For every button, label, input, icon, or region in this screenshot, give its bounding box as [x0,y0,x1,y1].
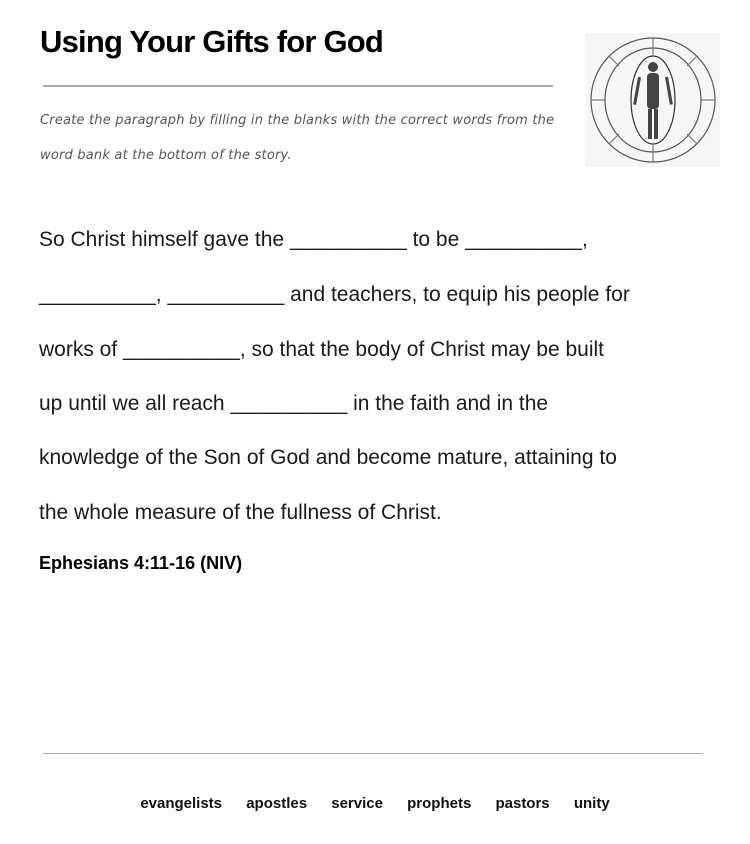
divider [43,85,553,87]
word-bank-item: pastors [495,795,550,812]
passage-text: up until we all reach [39,392,231,415]
word-bank-item: apostles [246,795,308,812]
passage-line-5: knowledge of the Son of God and become mature, attaining to [39,446,617,469]
passage-line-2 [39,283,630,307]
passage-text: to be [406,228,466,251]
christ-illustration-image [586,33,720,167]
divider [43,753,703,754]
blank-4[interactable]: __________ [167,283,285,306]
blank-2[interactable]: __________ [465,228,582,251]
word-bank-item: prophets [407,795,472,812]
blank-5[interactable]: __________ [123,338,240,361]
blank-6[interactable]: __________ [230,392,348,415]
page-title: Using Your Gifts for God [40,24,384,59]
passage-text: , so that the body of Christ may be built [239,338,605,361]
passage-line-4 [39,392,548,416]
passage-line-1 [39,228,588,252]
passage-text: and teachers, to equip his people for [284,283,630,306]
passage-text: , [581,228,588,251]
word-bank-item: evangelists [140,795,223,812]
instructions: Create the paragraph by filling in the blanks with the correct words from the word bank at the bottom of the story. [40,113,555,163]
passage-text: , [155,283,168,306]
blank-1[interactable]: __________ [289,228,407,251]
scripture-reference: Ephesians 4:11-16 (NIV) [39,553,243,573]
blank-3[interactable]: __________ [39,283,156,306]
passage-line-6: the whole measure of the fullness of Christ. [39,501,442,524]
passage-text: works of [39,338,124,361]
passage-text: in the faith and in the [347,392,549,415]
passage-text: So Christ himself gave the [39,228,290,251]
word-bank [0,795,750,812]
word-bank-item: unity [573,795,610,812]
passage-line-3 [39,338,604,362]
word-bank-item: service [331,795,383,812]
